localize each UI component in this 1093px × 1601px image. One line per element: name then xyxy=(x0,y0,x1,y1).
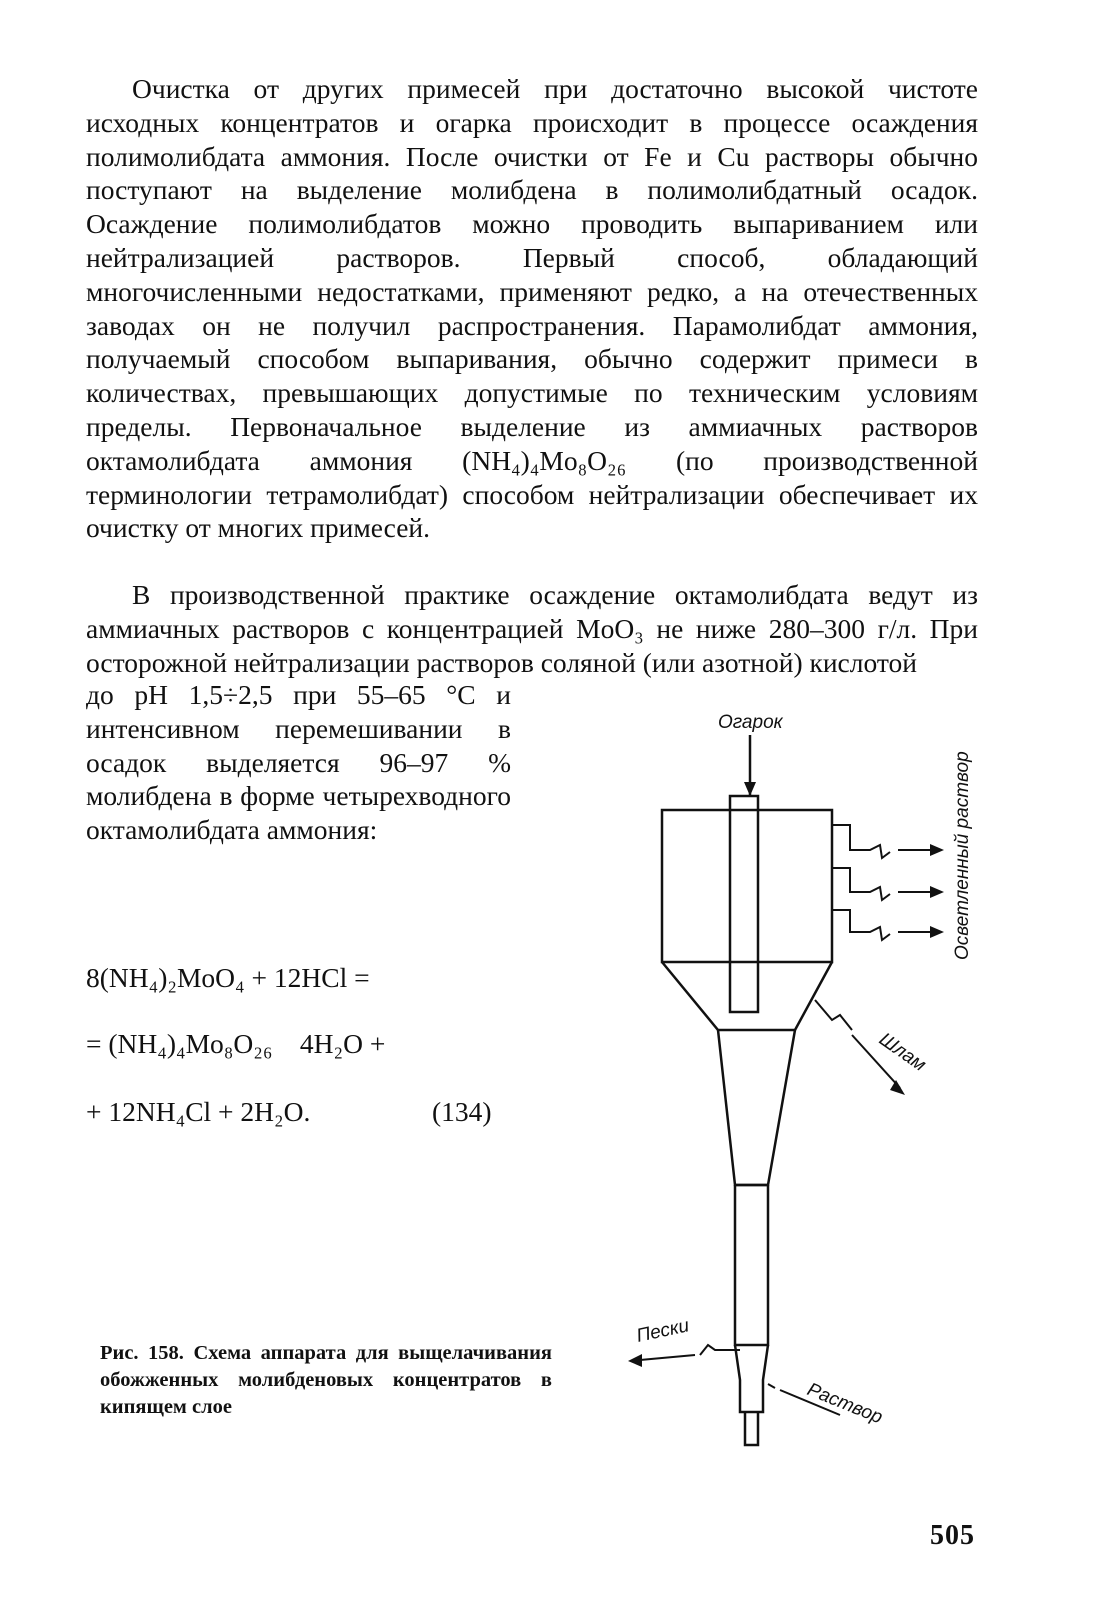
lower-tube xyxy=(735,1185,768,1345)
upper-chamber xyxy=(662,810,832,962)
label-sludge: Шлам xyxy=(875,1028,930,1076)
figure-caption: Рис. 158. Схема аппарата для выщелачивания обожженных молибденовых концентратов в кипящем слое xyxy=(100,1342,552,1418)
paragraph-1: Очистка от других примесей при достаточно высокой чистоте исходных концентратов и огарка происходит в процессе осаждения полимолибдата аммония. После очистки от Fe и Cu растворы обычно поступают на выделение молибдена в полимолибдатный осадок. Осаждение полимолибдатов можно проводить выпариванием или нейтрализацией растворов. Первый способ, обладающий многочисленными недостатками, применяют редко, а на отечественных заводах он не получил распространения. Парамолибдат аммония, получаемый способом выпаривания, обычно содержит примеси в количествах, превышающих допустимые по техническим условиям пределы. Первоначальное выделение из аммиачных растворов октамолибдата аммония (NH₄)₄Mo₈O₂₆ (по производственной терминологии тетрамолибдат) способом нейтрализации обеспечивает их очистку от многих примесей. xyxy=(86,73,978,544)
apparatus-diagram xyxy=(600,700,1000,1429)
paragraph-2-continuation: до pH 1,5÷2,5 при 55–65 °C и интенсивном перемешивании в осадок выделяется 96–97 % молибдена в форме четырехводного октамолибдата аммония: xyxy=(86,679,511,846)
equation-line-3: + 12NH₄Cl + 2H₂O. xyxy=(86,1096,311,1127)
label-solution: Раствор xyxy=(804,1379,886,1429)
equation-line-1: 8(NH₄)₂MoO₄ + 12HCl = xyxy=(86,962,370,993)
lower-cone xyxy=(718,1030,795,1185)
equation-line-2: = (NH₄)₄Mo₈O₂₆ 4H₂O + xyxy=(86,1028,386,1059)
upper-cone xyxy=(662,962,832,1030)
equation-number: (134) xyxy=(432,1096,492,1127)
label-sand: Пески xyxy=(634,1315,692,1347)
label-right: Осветленный раствор xyxy=(952,751,973,960)
feed-tube xyxy=(730,796,758,1012)
page-number: 505 xyxy=(930,1520,975,1551)
paragraph-2: В производственной практике осаждение октамолибдата ведут из аммиачных растворов с концентрацией MoO₃ не ниже 280–300 г/л. При осторожной нейтрализации растворов соляной (или азотной) кислотой xyxy=(86,579,978,678)
label-top: Огарок xyxy=(718,712,783,733)
bottom-section xyxy=(735,1345,768,1412)
